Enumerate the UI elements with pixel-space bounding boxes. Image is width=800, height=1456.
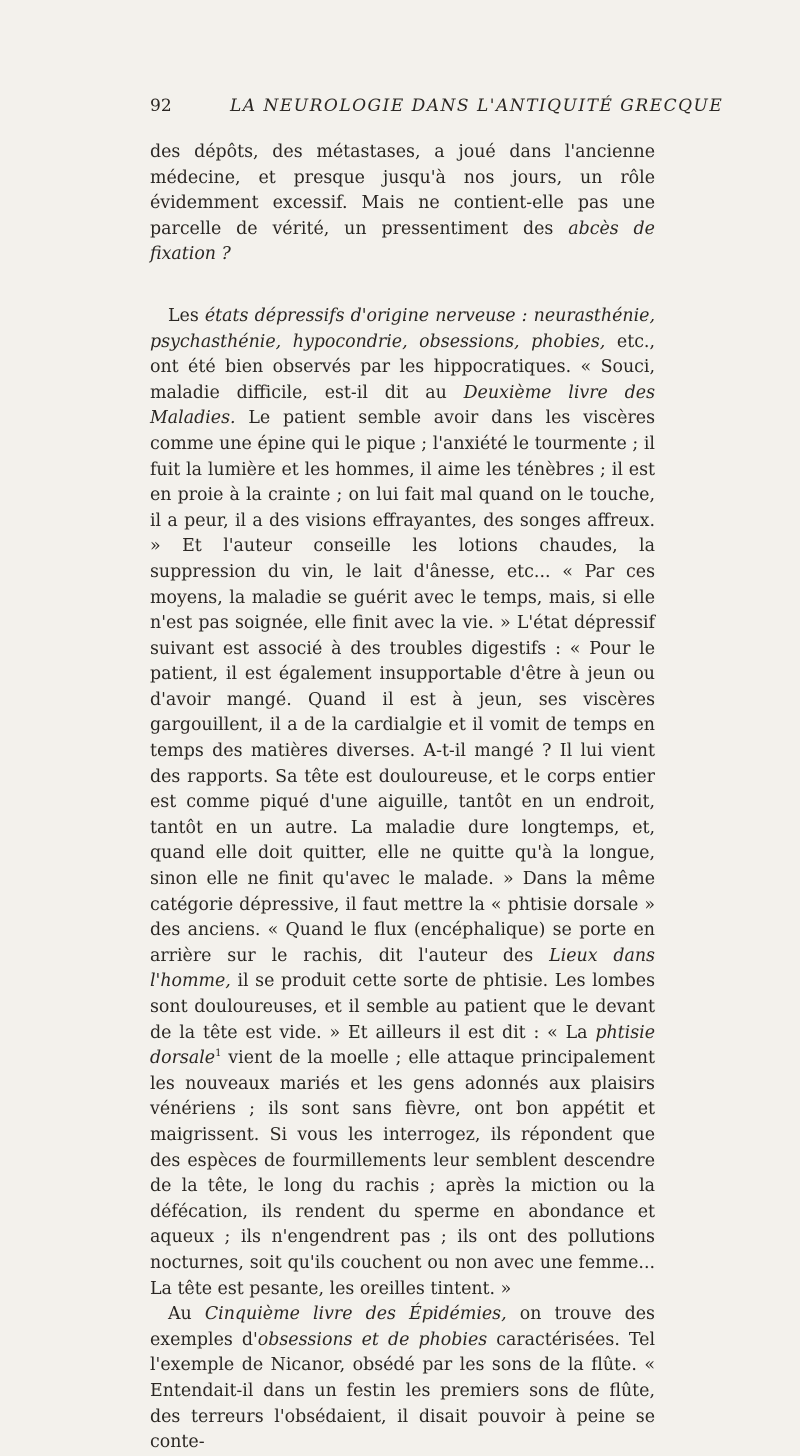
running-title: LA NEUROLOGIE DANS L'ANTIQUITÉ GRECQUE — [230, 96, 724, 116]
text-run: Le patient semble avoir dans les viscères comme une épine qui le pique ; l'anxiété le tourmente ; il fuit la lumière et les hommes, il aime les ténèbres ; il est en proie à la crainte ; on lui fait mal quand on le touche, il a peur, il a des visions effrayantes, des songes affreux. » Et l'auteur conseille les lotions chaudes, la suppression du vin, le lait d'ânesse, etc... « Par ces moyens, la maladie se guérit avec le temps, mais, si elle n'est pas soignée, elle finit avec la vie. » L'état dépressif suivant est associé à des troubles digestifs : « Pour le patient, il est également insupportable d'être à jeun ou d'avoir mangé. Quand il est à jeun, ses viscères gargouillent, il a de la cardialgie et il vomit de temps en temps des matières diverses. A-t-il mangé ? Il lui vient des rapports. Sa tête est douloureuse, et le corps entier est comme piqué d'une aiguille, tantôt en un endroit, tantôt en un autre. La maladie dure longtemps, et, quand elle doit quitter, elle ne quitte qu'à la longue, sinon elle ne finit qu'avec le malade. » Dans la même catégorie dépressive, il faut mettre la « phtisie dorsale » des anciens. « Quand le flux (encéphalique) se porte en arrière sur le rachis, dit l'auteur des — [150, 408, 655, 966]
italic-run: Cinquième livre des Épidémies, — [204, 1304, 507, 1325]
text-run: caractérisées. Tel l'exemple de Nicanor, obsédé par les sons de la flûte. « Entendait-il dans un festin les premiers sons de flûte, des terreurs l'obsédaient, il disait pouvoir à peine se conte- — [150, 1329, 656, 1453]
text-run: Les — [168, 305, 205, 326]
italic-run: phtisie dorsale — [150, 1022, 655, 1069]
text-run: on trouve des exemples d' — [150, 1304, 655, 1350]
text-run: des dépôts, des métastases, a joué dans l'ancienne médecine, et presque jusqu'à nos jours, un rôle évidemment excessif. Mais ne contient-elle pas une parcelle de vérité, un pressentiment des — [150, 142, 655, 239]
paragraph-gap — [150, 268, 655, 304]
italic-run: obsessions et de phobies — [257, 1329, 488, 1350]
italic-run: abcès de fixation ? — [150, 218, 655, 265]
text-run: etc., ont été bien observés par les hippocratiques. « Souci, maladie difficile, est-il dit au — [150, 331, 655, 403]
italic-run: états dépressifs d'origine nerveuse : neurasthénie, psychasthénie, hypocondrie, obsessions, phobies, — [150, 305, 655, 352]
italic-run: Deuxième livre des Maladies. — [150, 382, 655, 429]
paragraph-1 — [150, 140, 655, 268]
text-run: vient de la moelle ; elle attaque principalement les nouveaux mariés et les gens adonnés aux plaisirs vénériens ; ils sont sans fièvre, ont bon appétit et maigrissent. Si vous les interrogez, ils répondent que des espèces de fourmillements leur semblent descendre de la tête, le long du rachis ; après la miction ou la défécation, ils rendent du sperme en abondance et aqueux ; ils n'engendrent pas ; ils ont des pollutions nocturnes, soit qu'ils couchent ou non avec une femme... La tête est pesante, les oreilles tintent. » — [150, 1048, 655, 1299]
italic-run: Lieux dans l'homme, — [150, 945, 655, 992]
running-header — [150, 96, 724, 120]
page-body — [150, 140, 655, 1456]
footnote-marker: 1 — [215, 1048, 222, 1060]
page-number: 92 — [150, 96, 172, 116]
text-run: Au — [168, 1304, 205, 1325]
paragraph-2 — [150, 304, 655, 1302]
text-run: il se produit cette sorte de phtisie. Les lombes sont douloureuses, et il semble au patient que le devant de la tête est vide. » Et ailleurs il est dit : « La — [150, 971, 655, 1043]
paragraph-3 — [150, 1302, 655, 1456]
